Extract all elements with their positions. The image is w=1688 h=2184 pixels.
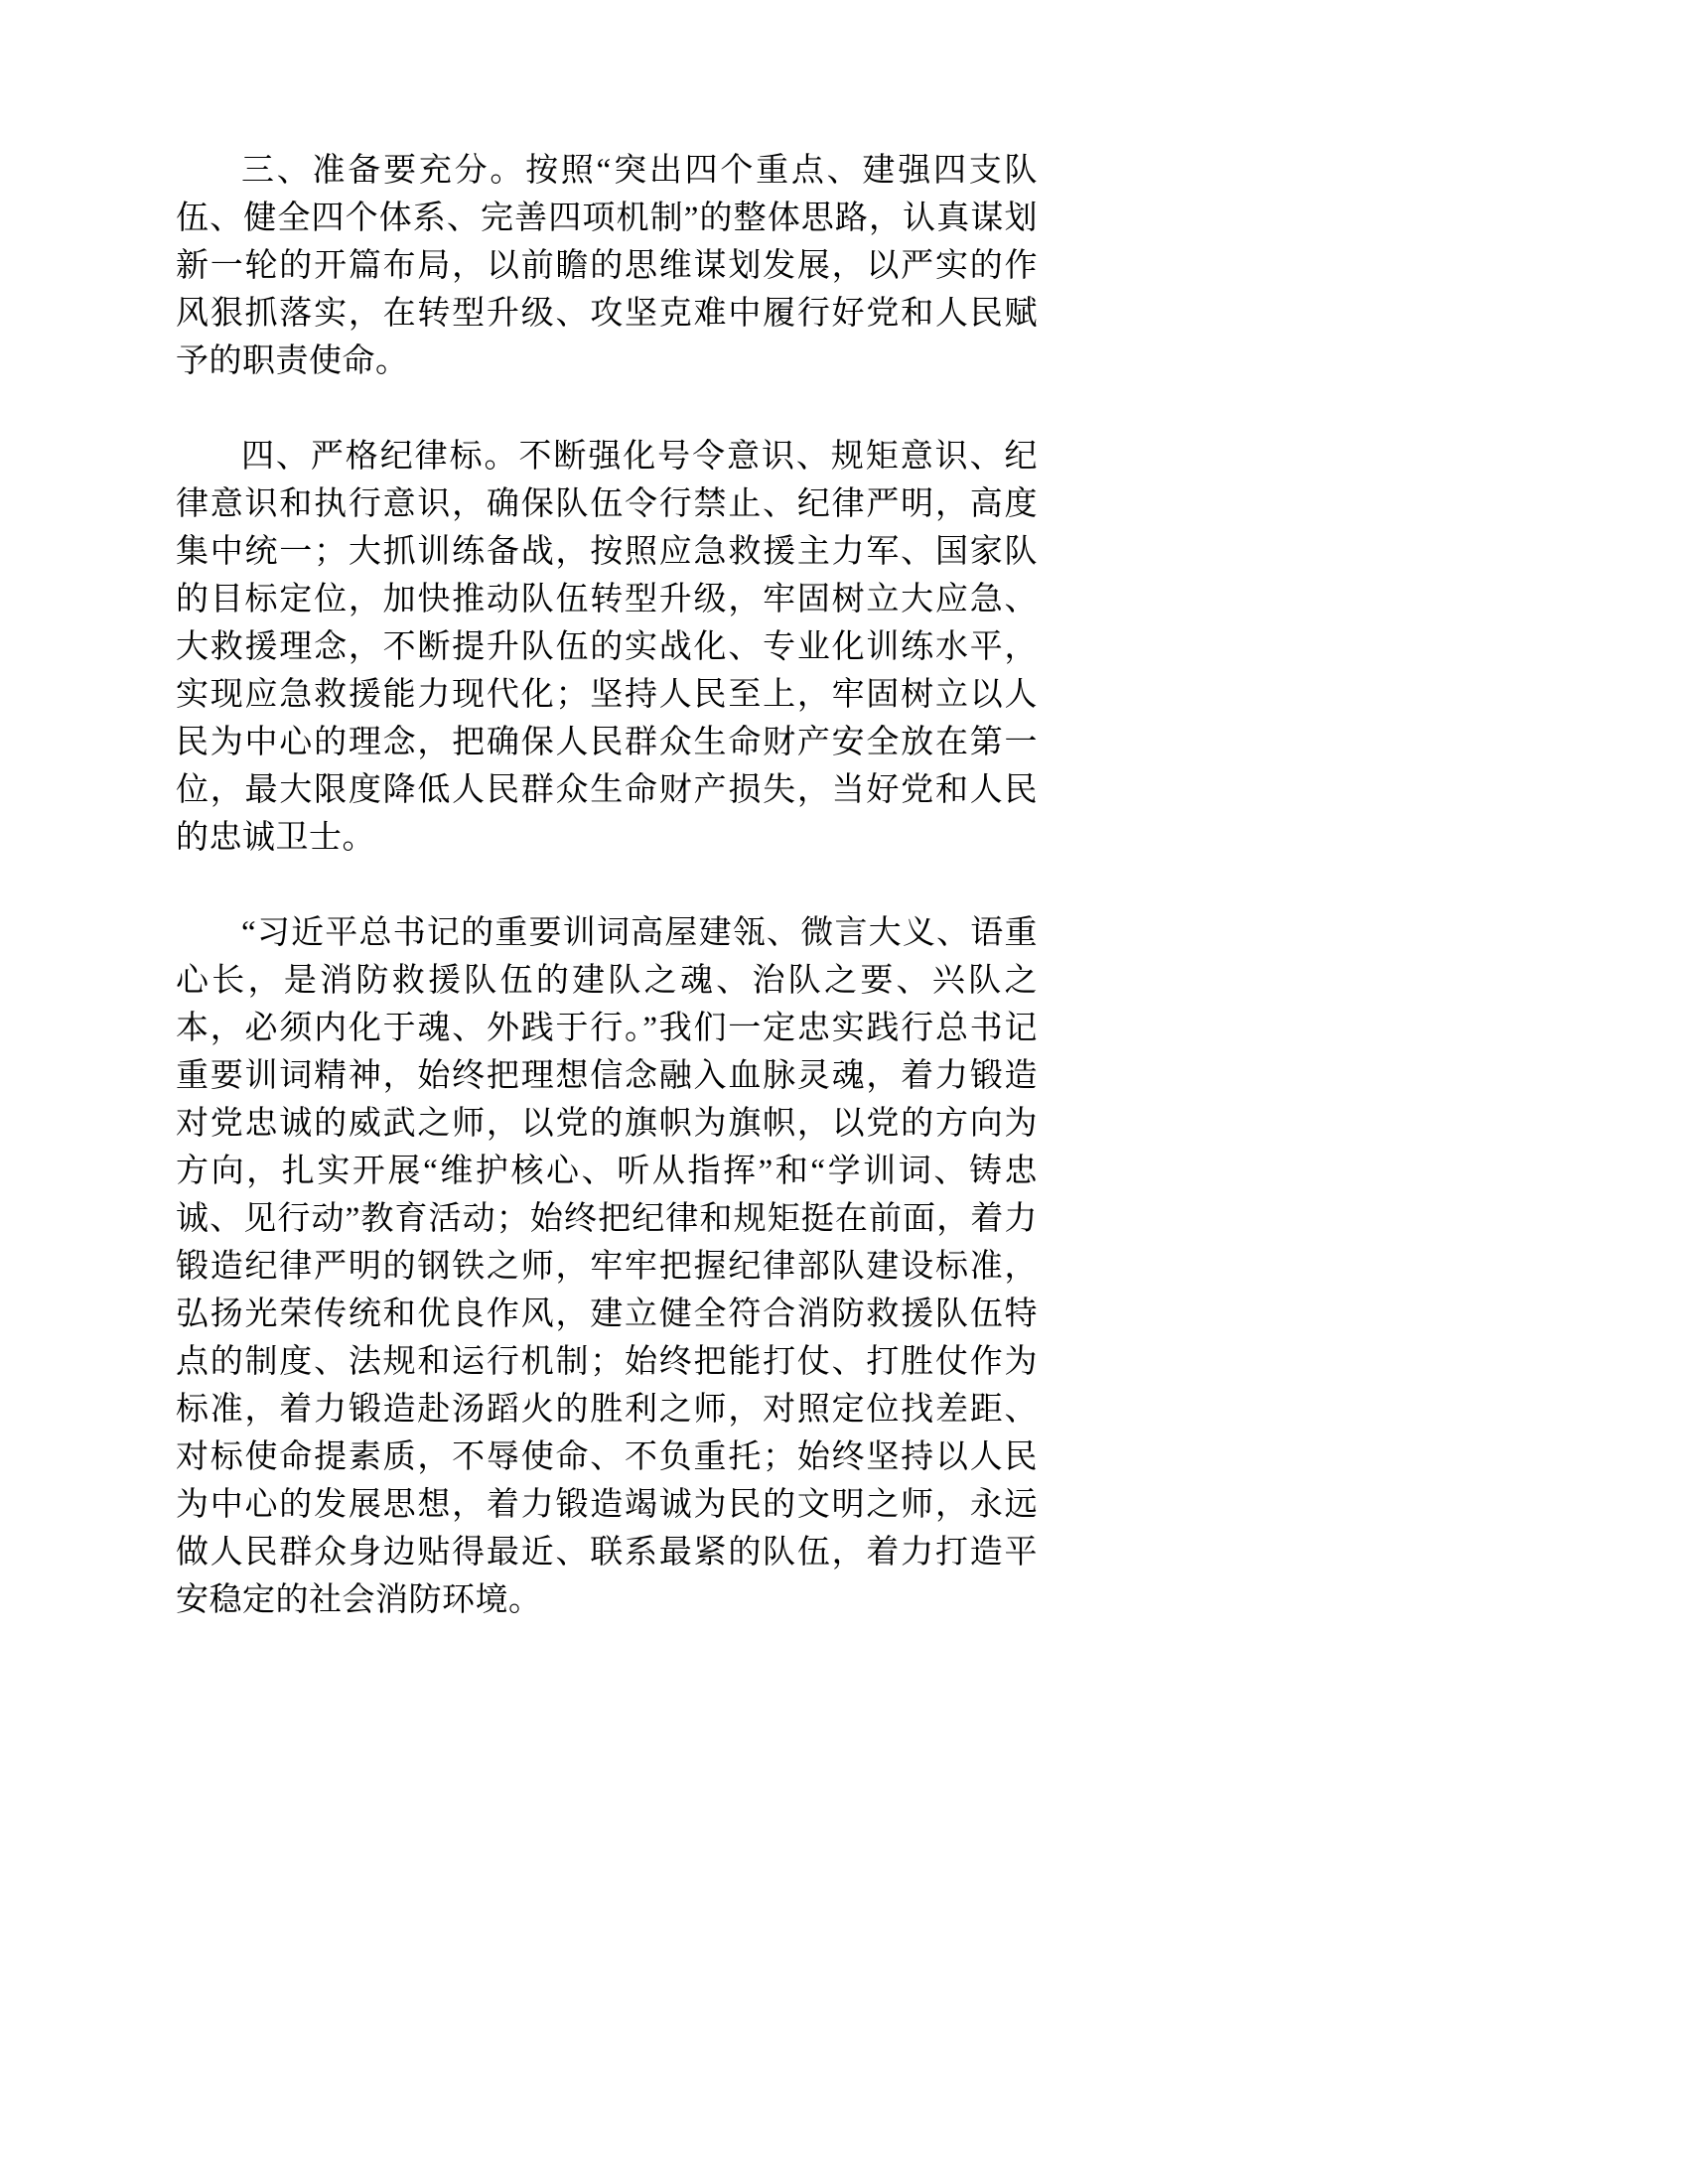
paragraph-section-four: 四、严格纪律标。不断强化号令意识、规矩意识、纪律意识和执行意识，确保队伍令行禁止、纪律严明，高度集中统一；大抓训练备战，按照应急救援主力军、国家队的目标定位，加快推动队伍转型升级，牢固树立大应急、大救援理念，不断提升队伍的实战化、专业化训练水平，实现应急救援能力现代化；坚持人民至上，牢固树立以人民为中心的理念，把确保人民群众生命财产安全放在第一位，最大限度降低人民群众生命财产损失，当好党和人民的忠诚卫士。 — [176, 439, 1038, 856]
paragraph-quote-conclusion: “习近平总书记的重要训词高屋建瓴、微言大义、语重心长，是消防救援队伍的建队之魂、治队之要、兴队之本，必须内化于魂、外践于行。”我们一定忠实践行总书记重要训词精神，始终把理想信念融入血脉灵魂，着力锻造对党忠诚的威武之师，以党的旗帜为旗帜，以党的方向为方向，扎实开展“维护核心、听从指挥”和“学训词、铸忠诚、见行动”教育活动；始终把纪律和规矩挺在前面，着力锻造纪律严明的钢铁之师，牢牢把握纪律部队建设标准，弘扬光荣传统和优良作风，建立健全符合消防救援队伍特点的制度、法规和运行机制；始终把能打仗、打胜仗作为标准，着力锻造赴汤蹈火的胜利之师，对照定位找差距、对标使命提素质，不辱使命、不负重托；始终坚持以人民为中心的发展思想，着力锻造竭诚为民的文明之师，永远做人民群众身边贴得最近、联系最紧的队伍，着力打造平安稳定的社会消防环境。 — [176, 915, 1038, 1618]
document-text-block — [176, 147, 1038, 1624]
paragraph-section-three: 三、准备要充分。按照“突出四个重点、建强四支队伍、健全四个体系、完善四项机制”的整体思路，认真谋划新一轮的开篇布局，以前瞻的思维谋划发展，以严实的作风狠抓落实，在转型升级、攻坚克难中履行好党和人民赋予的职责使命。 — [176, 153, 1038, 379]
